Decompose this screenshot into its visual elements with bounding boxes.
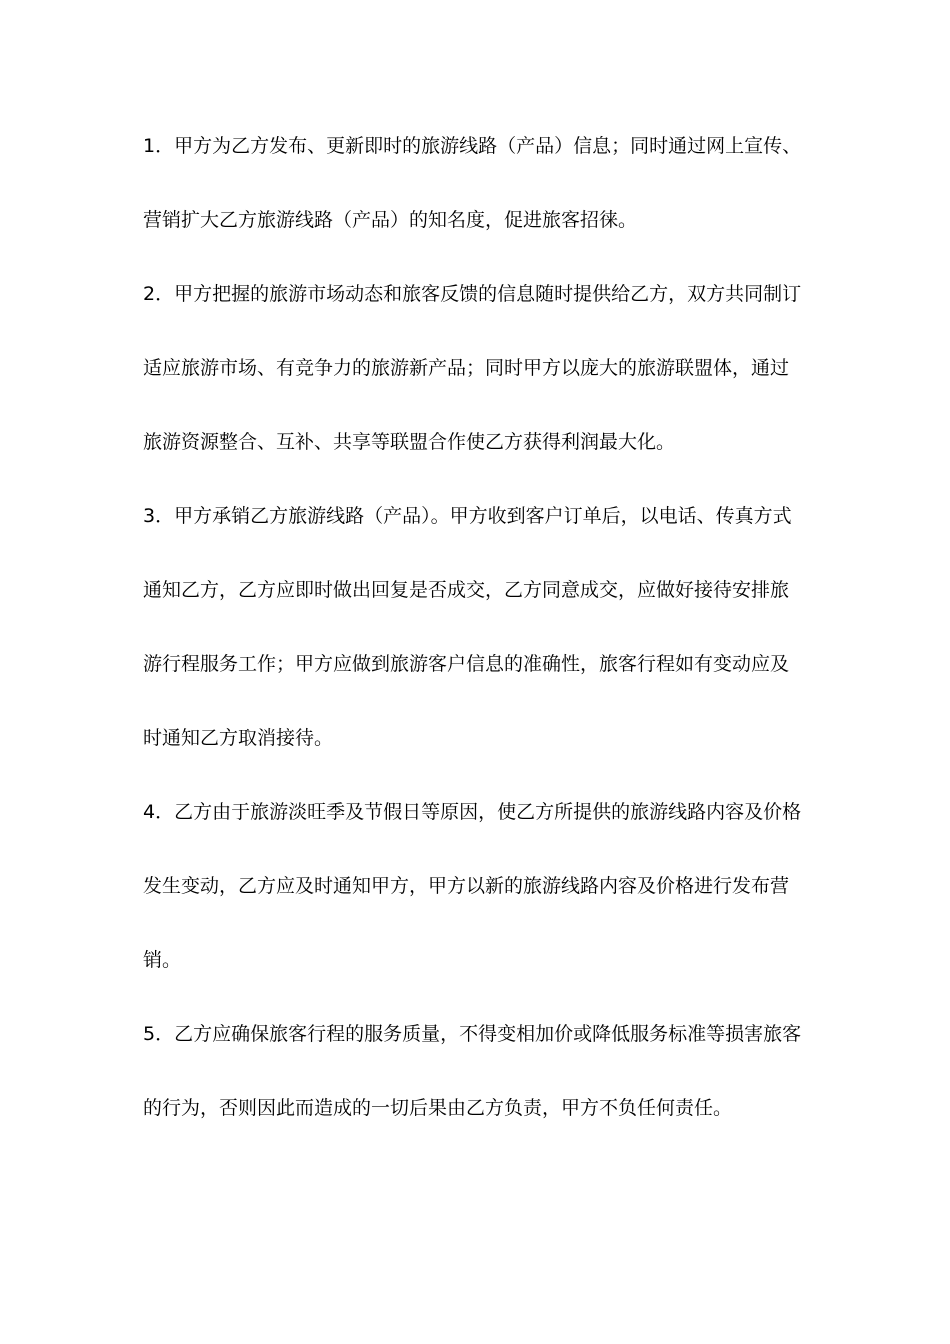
document-body <box>143 128 811 1127</box>
text-line: 1．甲方为乙方发布、更新即时的旅游线路（产品）信息；同时通过网上宣传、 <box>143 135 802 157</box>
text-line: 的行为，否则因此而造成的一切后果由乙方负责，甲方不负任何责任。 <box>143 1097 733 1119</box>
text-line: 5．乙方应确保旅客行程的服务质量，不得变相加价或降低服务标准等损害旅客 <box>143 1023 802 1045</box>
text-line: 旅游资源整合、互补、共享等联盟合作使乙方获得利润最大化。 <box>143 431 676 453</box>
text-line: 通知乙方，乙方应即时做出回复是否成交，乙方同意成交，应做好接待安排旅 <box>143 579 790 601</box>
text-line: 游行程服务工作；甲方应做到旅游客户信息的准确性，旅客行程如有变动应及 <box>143 653 790 675</box>
text-line: 适应旅游市场、有竞争力的旅游新产品；同时甲方以庞大的旅游联盟体，通过 <box>143 357 790 379</box>
text-line: 营销扩大乙方旅游线路（产品）的知名度，促进旅客招徕。 <box>143 209 638 231</box>
text-line: 4．乙方由于旅游淡旺季及节假日等原因，使乙方所提供的旅游线路内容及价格 <box>143 801 802 823</box>
text-line: 发生变动，乙方应及时通知甲方，甲方以新的旅游线路内容及价格进行发布营 <box>143 875 790 897</box>
text-line: 销。 <box>143 949 182 971</box>
text-line: 2．甲方把握的旅游市场动态和旅客反馈的信息随时提供给乙方，双方共同制订 <box>143 283 802 305</box>
text-line: 时通知乙方取消接待。 <box>143 727 334 749</box>
text-line: 3．甲方承销乙方旅游线路（产品）。甲方收到客户订单后，以电话、传真方式 <box>143 505 792 527</box>
